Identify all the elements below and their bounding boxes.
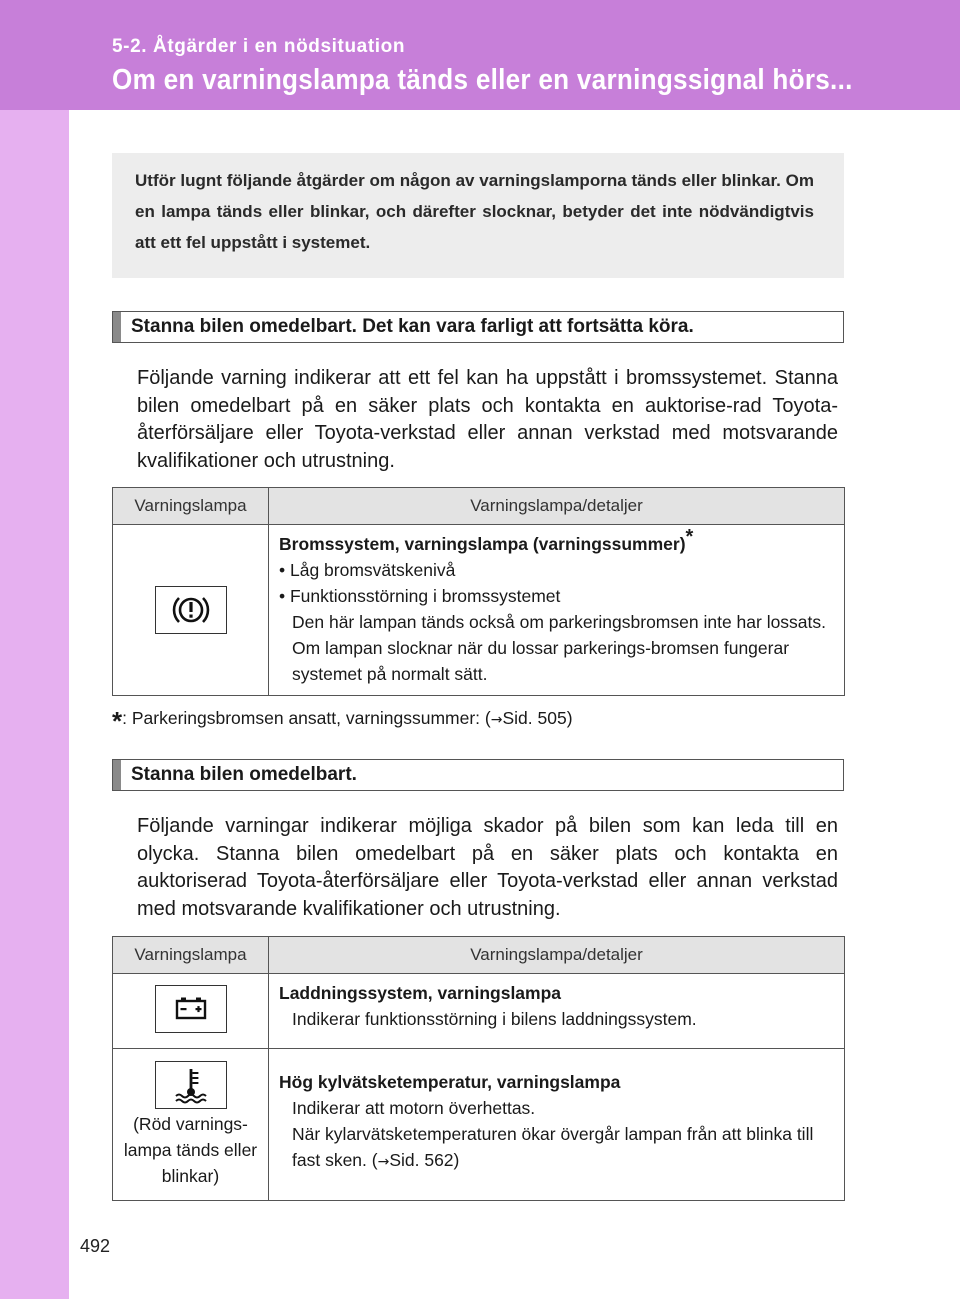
coolant-note [279, 1121, 834, 1175]
section-label: 5-2. Åtgärder i en nödsituation [112, 36, 406, 57]
coolant-description: Indikerar att motorn överhettas. [292, 1098, 536, 1118]
icon-cell [113, 1049, 269, 1201]
section2-text: Följande varningar indikerar möjliga skador på bilen som kan leda till en olycka. Stanna bilen omedelbart på en säker plats och kontakta en auktoriserad Toyota-återförsäljare eller Toyota-verkstad eller annan verkstad med motsvarande kvalifikationer och utrustning. [137, 815, 838, 920]
intro-box [112, 153, 844, 278]
brake-title [279, 526, 834, 557]
brake-warning-icon [155, 586, 227, 634]
section2-heading [112, 759, 844, 791]
page-title: Om en varningslampa tänds eller en varningssignal hörs... [112, 64, 853, 96]
icon-cell [113, 974, 269, 1049]
side-band [0, 110, 69, 1299]
arrow-icon: → [490, 712, 503, 728]
details-cell [269, 1049, 845, 1201]
bullet-brake-malfunction: • Funktionsstörning i bromssystemet [279, 586, 561, 606]
footnote [112, 706, 573, 737]
charging-title: Laddningssystem, varningslampa [279, 983, 562, 1003]
section1-heading-text: Stanna bilen omedelbart. Det kan vara farligt att fortsätta köra. [131, 316, 694, 337]
section2-heading-text: Stanna bilen omedelbart. [131, 764, 357, 785]
details-cell [269, 525, 845, 696]
footnote-star: * [112, 706, 123, 736]
column-header-lamp: Varningslampa [113, 488, 269, 525]
details-cell [269, 974, 845, 1049]
coolant-temperature-icon [155, 1061, 227, 1109]
coolant-page-link[interactable]: Sid. 562) [389, 1150, 460, 1170]
red-lamp-caption: (Röd varnings-lampa tänds eller blinkar) [123, 1114, 258, 1186]
charging-description: Indikerar funktionsstörning i bilens laddningssystem. [292, 1009, 697, 1029]
brake-warning-table [112, 487, 845, 696]
coolant-title: Hög kylvätsketemperatur, varningslampa [279, 1072, 621, 1092]
page-number: 492 [80, 1236, 111, 1256]
brake-title-text: Bromssystem, varningslampa (varningssummer) [279, 534, 686, 554]
column-header-details: Varningslampa/detaljer [269, 937, 845, 974]
header-band [0, 0, 960, 110]
footnote-page-link[interactable]: Sid. 505) [502, 708, 573, 728]
footnote-text: : Parkeringsbromsen ansatt, varningssummer: ( [122, 708, 491, 728]
brake-note: Den här lampan tänds också om parkeringsbromsen inte har lossats. Om lampan slocknar när du lossar parkerings-bromsen fungerar systemet på normalt sätt. [292, 612, 827, 684]
bullet-brake-fluid: • Låg bromsvätskenivå [279, 560, 456, 580]
heading-bar [113, 312, 121, 342]
footnote-mark: * [685, 526, 694, 549]
intro-text: Utför lugnt följande åtgärder om någon av varningslamporna tänds eller blinkar. Om en lampa tänds eller blinkar, och därefter slocknar, betyder det inte nödvändigtvis att ett fel uppstått i systemet. [135, 171, 814, 252]
arrow-icon: → [377, 1154, 390, 1170]
heading-bar [113, 760, 121, 790]
section1-heading [112, 311, 844, 343]
section1-text: Följande varning indikerar att ett fel kan ha uppstått i bromssystemet. Stanna bilen omedelbart på en säker plats och kontakta en auktorise-rad Toyota-återförsäljare eller Toyota-verkstad eller annan verkstad med motsvarande kvalifikationer och utrustning. [137, 367, 838, 472]
coolant-note-text: När kylarvätsketemperaturen ökar övergår lampan från att blinka till fast sken. ( [292, 1124, 814, 1170]
table-row [113, 974, 845, 1049]
column-header-details: Varningslampa/detaljer [269, 488, 845, 525]
table-row [113, 1049, 845, 1201]
icon-cell [113, 525, 269, 696]
column-header-lamp: Varningslampa [113, 937, 269, 974]
vehicle-warning-table [112, 936, 845, 1201]
battery-icon [155, 985, 227, 1033]
table-row [113, 525, 845, 696]
